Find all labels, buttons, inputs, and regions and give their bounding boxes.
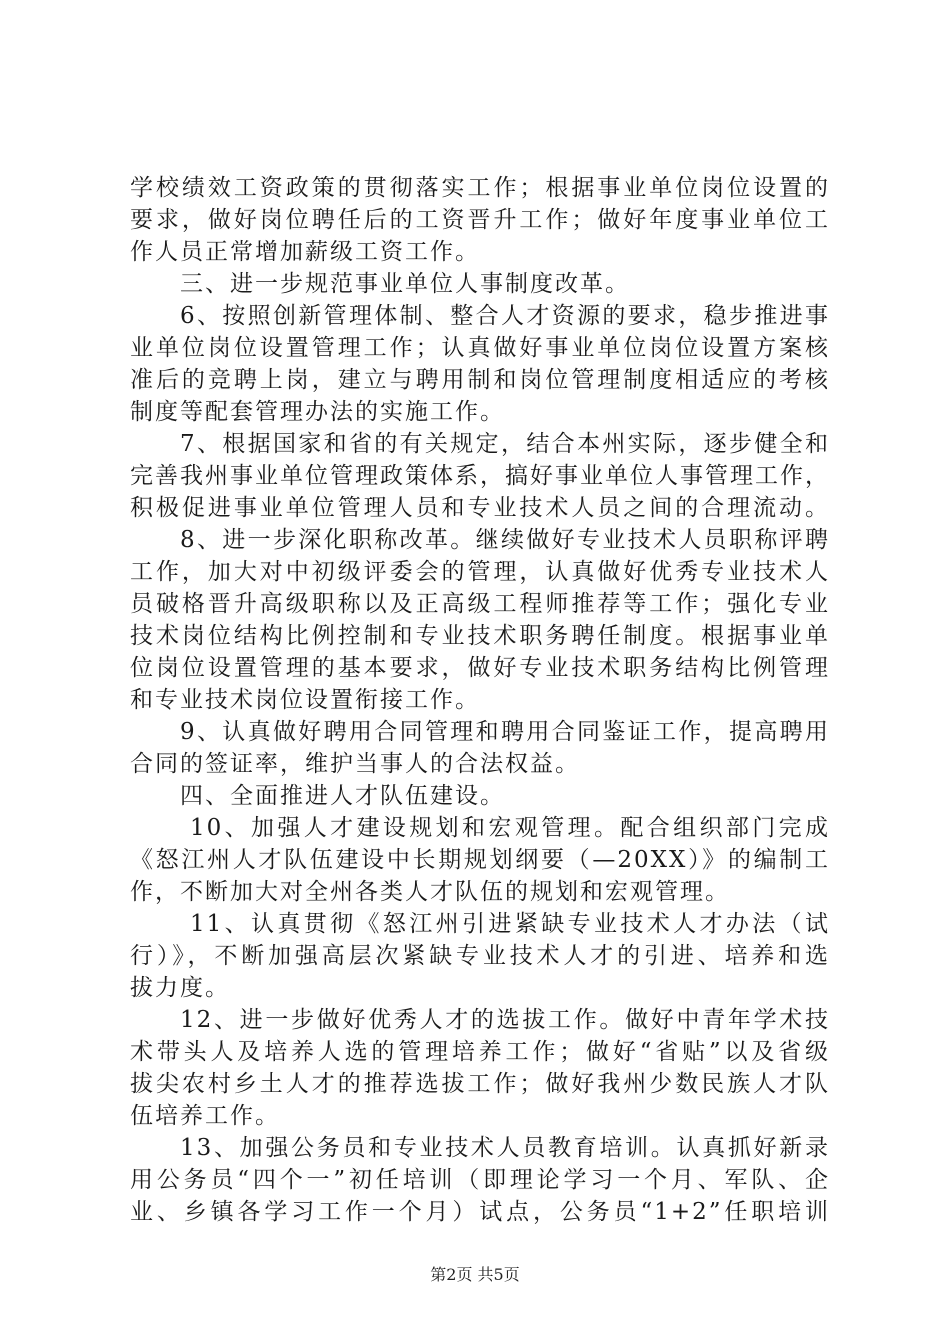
text-line: 学校绩效工资政策的贯彻落实工作；根据事业单位岗位设置的: [130, 175, 830, 201]
text-line: 伍培养工作。: [130, 1103, 280, 1129]
text-line: 准后的竞聘上岗，建立与聘用制和岗位管理制度相适应的考核: [130, 367, 830, 393]
text-line: 完善我州事业单位管理政策体系，搞好事业单位人事管理工作，: [130, 463, 830, 489]
text-line: 要求，做好岗位聘任后的工资晋升工作；做好年度事业单位工: [130, 207, 830, 233]
text-line: 作，不断加大对全州各类人才队伍的规划和宏观管理。: [130, 879, 730, 905]
text-line: 11、认真贯彻《怒江州引进紧缺专业技术人才办法（试: [190, 911, 830, 937]
text-line: 业、乡镇各学习工作一个月）试点，公务员“1+2”任职培训: [130, 1199, 830, 1225]
text-line: 和专业技术岗位设置衔接工作。: [130, 687, 480, 713]
text-line: 7、根据国家和省的有关规定，结合本州实际，逐步健全和: [180, 431, 830, 457]
text-line: 12、进一步做好优秀人才的选拔工作。做好中青年学术技: [180, 1007, 830, 1033]
text-line: 拔尖农村乡土人才的推荐选拔工作；做好我州少数民族人才队: [130, 1071, 830, 1097]
text-line: 位岗位设置管理的基本要求，做好专业技术职务结构比例管理: [130, 655, 830, 681]
text-line: 拔力度。: [130, 975, 230, 1001]
text-line: 6、按照创新管理体制、整合人才资源的要求，稳步推进事: [180, 303, 830, 329]
page-footer: 第2页 共5页: [430, 1265, 520, 1284]
text-line: 10、加强人才建设规划和宏观管理。配合组织部门完成: [190, 815, 830, 841]
text-line: 合同的签证率，维护当事人的合法权益。: [130, 751, 580, 777]
text-line: 积极促进事业单位管理人员和专业技术人员之间的合理流动。: [130, 495, 830, 521]
text-line: 8、进一步深化职称改革。继续做好专业技术人员职称评聘: [180, 527, 830, 553]
text-line: 员破格晋升高级职称以及正高级工程师推荐等工作；强化专业: [130, 591, 830, 617]
text-line: 《怒江州人才队伍建设中长期规划纲要（—20XX）》的编制工: [130, 847, 830, 873]
text-line: 技术岗位结构比例控制和专业技术职务聘任制度。根据事业单: [130, 623, 830, 649]
text-line: 工作，加大对中初级评委会的管理，认真做好优秀专业技术人: [130, 559, 830, 585]
text-line: 三、进一步规范事业单位人事制度改革。: [180, 271, 630, 297]
text-line: 用公务员“四个一”初任培训（即理论学习一个月、军队、企: [130, 1167, 830, 1193]
text-line: 作人员正常增加薪级工资工作。: [130, 239, 480, 265]
text-line: 13、加强公务员和专业技术人员教育培训。认真抓好新录: [180, 1135, 830, 1161]
text-line: 业单位岗位设置管理工作；认真做好事业单位岗位设置方案核: [130, 335, 830, 361]
text-line: 9、认真做好聘用合同管理和聘用合同鉴证工作，提高聘用: [180, 719, 830, 745]
text-line: 四、全面推进人才队伍建设。: [180, 783, 505, 809]
text-line: 术带头人及培养人选的管理培养工作；做好“省贴”以及省级: [130, 1039, 830, 1065]
text-line: 行）》，不断加强高层次紧缺专业技术人才的引进、培养和选: [130, 943, 830, 969]
body-text: [130, 172, 830, 1228]
text-line: 制度等配套管理办法的实施工作。: [130, 399, 505, 425]
